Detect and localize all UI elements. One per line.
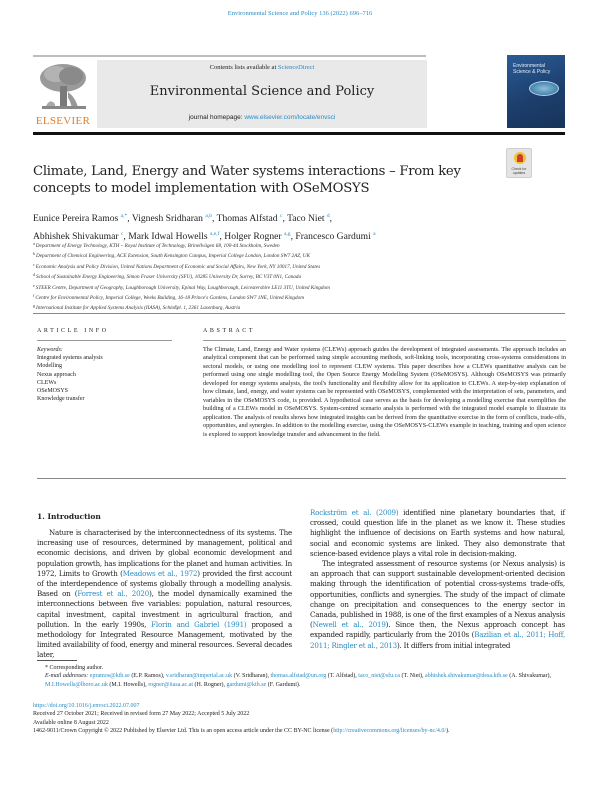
affiliation: $^d$School of Sustainable Energy Engineering, Simon Fraser University (SFU), 10285 University Dr, Surrey, BC V3T 0N1, Canada — [33, 272, 302, 281]
affiliation: $^a$Department of Energy Technology, KTH – Royal Institute of Technology, Brinellvägen 68, 100-44 Stockholm, Sweden — [33, 241, 280, 249]
author[interactable]: Abhishek Shivakumar $^c$ — [33, 230, 124, 242]
paragraph: Nature is characterised by the interconnectedness of its systems. The increasing use of resources, determined by management, political and economic decisions, and driven by global economic development and population growth, has implications for the planet and human activities. In 1972, Limits to Growth (Meadows et al., 1972) provided the first account of the interdependence of systems globally through a modelling analysis. Based on (Forrest et al., 2020), the model dynamically examined the interconnections between five variables: population, natural resources, capital investment, capital investment in agricultural fraction, and pollution. In the early 1990s, Florin and Gabriel (1991) proposed a methodology for Integrated Resource Management, motivated by the limited availability of food, energy and mineral resources. Several decades later, — [37, 528, 293, 660]
citation-link[interactable]: Rockström et al. (2009) — [310, 508, 399, 517]
keyword: OSeMOSYS — [37, 388, 69, 395]
affiliation-list — [33, 240, 573, 313]
crossmark-label: Check for updates — [511, 167, 527, 175]
running-head[interactable]: Environmental Science and Policy 136 (2022) 696–716 — [227, 10, 373, 17]
homepage-prefix: journal homepage: — [188, 114, 243, 121]
citation-link[interactable]: Florin and Gabriel (1991) — [151, 619, 247, 629]
corresponding-author-note: * Corresponding author. — [45, 665, 104, 671]
journal-cover-image[interactable] — [507, 55, 565, 128]
author[interactable]: Francesco Gardumi $^a$ — [295, 230, 376, 242]
affiliation: $^c$Economic Analysis and Policy Division, United Nations Department of Economic and Social Affairs, New York, NY 10017, United States — [33, 261, 321, 270]
sciencedirect-link[interactable]: ScienceDirect — [277, 64, 315, 71]
footnote — [37, 664, 567, 689]
publisher-wordmark: ELSEVIER — [35, 115, 91, 127]
journal-homepage-link[interactable]: www.elsevier.com/locate/envsci — [244, 114, 336, 121]
globe-icon — [529, 81, 559, 96]
citation-link[interactable]: Bazilian et al., 2011; Hoff, 2011; Ringler et al., 2013 — [310, 630, 565, 650]
email-link[interactable]: M.I.Howells@lboro.ac.uk — [45, 681, 108, 688]
abstract-text: The Climate, Land, Energy and Water systems (CLEWs) approach guides the development of integrated assessments. The approach includes an analytical component that can be performed using simple accounting methods, soft-linking tools, incorporating cross-systems considerations in sectoral models, or using one modelling tool to represent CLEW systems. This paper describes how a CLEWs quantitative analysis can be performed using one single modelling tool, the Open Source Energy Modelling System (OSeMOSYS). Although OSeMOSYS was primarily developed for energy systems analysis, the tool's functionality and flexibility allow for its application to CLEWs. A step-by-step explanation of how climate, land, energy, and water systems can be represented with OSeMOSYS, complemented with the interpretation of sets, parameters, and variables in the OSeMOSYS code, is provided. A hypothetical case serves as the basis for developing a modelling exercise that exemplifies the building of a CLEWs model in OSeMOSYS. System-centred scenario analysis is performed with the integrated model example to illustrate its application. The analysis of results shows how integrated insights can be derived from the quantitative exercise in the form of conflicts, trade-offs, opportunities, and synergies. In addition to the modelling exercise, using the OSeMOSYS-CLEWs example in teaching, training and open science is explored to support knowledge transfer and advancement in the field. — [203, 346, 566, 438]
crossmark-icon — [514, 152, 526, 164]
citation-link[interactable]: Newell et al., 2019 — [312, 620, 386, 630]
elsevier-logo[interactable] — [33, 60, 93, 130]
affiliation: $^e$STEER Centre, Department of Geography, Loughborough University, Epinal Way, Loughborough, Leicestershire LE11 3TU, United Kingdom — [33, 282, 330, 291]
abstract-label: ABSTRACT — [203, 328, 256, 334]
check-for-updates-button[interactable] — [506, 148, 532, 178]
author-list: Eunice Pereira Ramos $^{a,*}$, Vignesh Sridharan $^{a,b}$, Thomas Alfstad $^c$, Taco Niet $^d$, Abhishek Shivakumar $^c$, Mark Idwal Howells $^{a,e,f}$, Holger Rogner $^{a,g}$, Francesco Gardumi $^a$ — [33, 213, 376, 242]
journal-banner — [97, 60, 427, 128]
article-info-divider — [37, 340, 172, 341]
homepage-line — [97, 114, 427, 121]
masthead-top-rule — [33, 55, 426, 57]
publication-info — [33, 702, 568, 736]
contents-prefix: Contents lists available at — [209, 64, 277, 71]
cover-title: Environmental Science & Policy — [513, 63, 551, 75]
masthead-bottom-rule — [33, 132, 565, 135]
section-heading-introduction: 1. Introduction — [37, 512, 101, 521]
available-online-date: Available online 8 August 2022 — [33, 719, 109, 726]
abstract-bottom-divider — [37, 478, 566, 479]
email-link[interactable]: rogner@iiasa.ac.at — [148, 681, 194, 688]
author[interactable]: Mark Idwal Howells $^{a,e,f}$ — [128, 230, 220, 242]
author[interactable]: Eunice Pereira Ramos $^{a,*}$ — [33, 213, 128, 224]
elsevier-tree-icon — [38, 62, 88, 114]
article-title: Climate, Land, Energy and Water systems interactions – From key concepts to model implementation with OSeMOSYS — [33, 164, 461, 196]
license-statement: 1462-9011/Crown Copyright © 2022 Published by Elsevier Ltd. This is an open access article under the CC BY-NC license (http://creativecommons.org/licenses/by-nc/4.0/). — [33, 728, 450, 735]
body-column-right — [310, 508, 565, 651]
email-link[interactable]: abhishek.shivakumar@desa.kth.se — [425, 673, 508, 680]
article-info-label: ARTICLE INFO — [37, 328, 109, 334]
affiliation: $^b$Department of Chemical Engineering, ACE Extension, South Kensington Campus, Imperial College London, London SW7 2AZ, UK — [33, 251, 310, 260]
body-column-left — [37, 528, 292, 661]
abstract-divider — [203, 340, 566, 341]
keyword: Modelling — [37, 363, 62, 370]
author[interactable]: Holger Rogner $^{a,g}$ — [224, 230, 291, 242]
keywords-block — [37, 346, 187, 403]
author[interactable]: Taco Niet $^d$ — [287, 213, 330, 224]
email-link[interactable]: v.sridharan@imperial.ac.uk — [165, 673, 233, 680]
footnote-divider — [37, 660, 77, 661]
paragraph: Rockström et al. (2009) identified nine planetary boundaries that, if crossed, could question life in the planet as we know it. These studies highlight the influence of decisions on Earth systems and how natural, social and economic systems are linked. They also demonstrate that science-based evidence plays a vital role in decision-making. — [310, 508, 565, 558]
affiliation-divider — [33, 313, 565, 314]
citation-link[interactable]: Forrest et al., 2020 — [77, 589, 150, 599]
affiliation: $^g$International Institute for Applied Systems Analysis (IIASA), Schloßpl. 1, 2361 Laxenburg, Austria — [33, 303, 241, 312]
email-link[interactable]: thomas.alfstad@un.org — [270, 673, 327, 680]
email-link[interactable]: epramos@kth.se — [89, 673, 130, 680]
author[interactable]: Vignesh Sridharan $^{a,b}$ — [131, 213, 212, 224]
keyword: Integrated systems analysis — [37, 355, 103, 362]
author[interactable]: Thomas Alfstad $^c$ — [216, 213, 283, 224]
paragraph: The integrated assessment of resource systems (or Nexus analysis) is an approach that can support sustainable development-oriented decision making through the identification of potential cross-systems trade-offs, opportunities, conflicts and synergies. The study of the impact of climate change on precipitation and consequences to the energy sector in Canada, published in 1988, is one of the first examples of a Nexus analysis (Newell et al., 2019). Since then, the Nexus approach concept has expanded rapidly, particularly from the 2010s (Bazilian et al., 2011; Hoff, 2011; Ringler et al., 2013). It differs from initial integrated — [310, 559, 565, 650]
email-link[interactable]: gardumi@kth.se — [226, 681, 267, 688]
email-list: E-mail addresses: epramos@kth.se (E.P. Ramos), v.sridharan@imperial.ac.uk (V. Sridharan), thomas.alfstad@un.org (T. Alfstad), taco_niet@sfu.ca (T. Niet), abhishek.shivakumar@desa.kth.se (A. Shivakumar), M.I.Howells@lboro.ac.uk (M.I. Howells), rogner@iiasa.ac.at (H. Rogner), gardumi@kth.se (F. Gardumi). — [45, 673, 552, 688]
keywords-label: Keywords: — [37, 347, 63, 353]
journal-title: Environmental Science and Policy — [149, 84, 375, 99]
affiliation: $^f$Centre for Environmental Policy, Imperial College, Weeks Building, 16-18 Prince's Gardens, London SW7 1NE, United Kingdom — [33, 293, 304, 302]
email-link[interactable]: taco_niet@sfu.ca — [358, 673, 400, 680]
keyword: Nexus approach — [37, 371, 76, 378]
article-history: Received 27 October 2021; Received in revised form 27 May 2022; Accepted 5 July 2022 — [33, 711, 250, 718]
keyword: CLEWs — [37, 379, 57, 386]
doi-link[interactable]: https://doi.org/10.1016/j.envsci.2022.07.007 — [33, 703, 140, 709]
keyword: Knowledge transfer — [37, 396, 85, 403]
license-link[interactable]: http://creativecommons.org/licenses/by-nc/4.0/ — [333, 728, 447, 735]
citation-link[interactable]: Meadows et al., 1972 — [122, 568, 198, 578]
contents-line — [97, 64, 427, 71]
